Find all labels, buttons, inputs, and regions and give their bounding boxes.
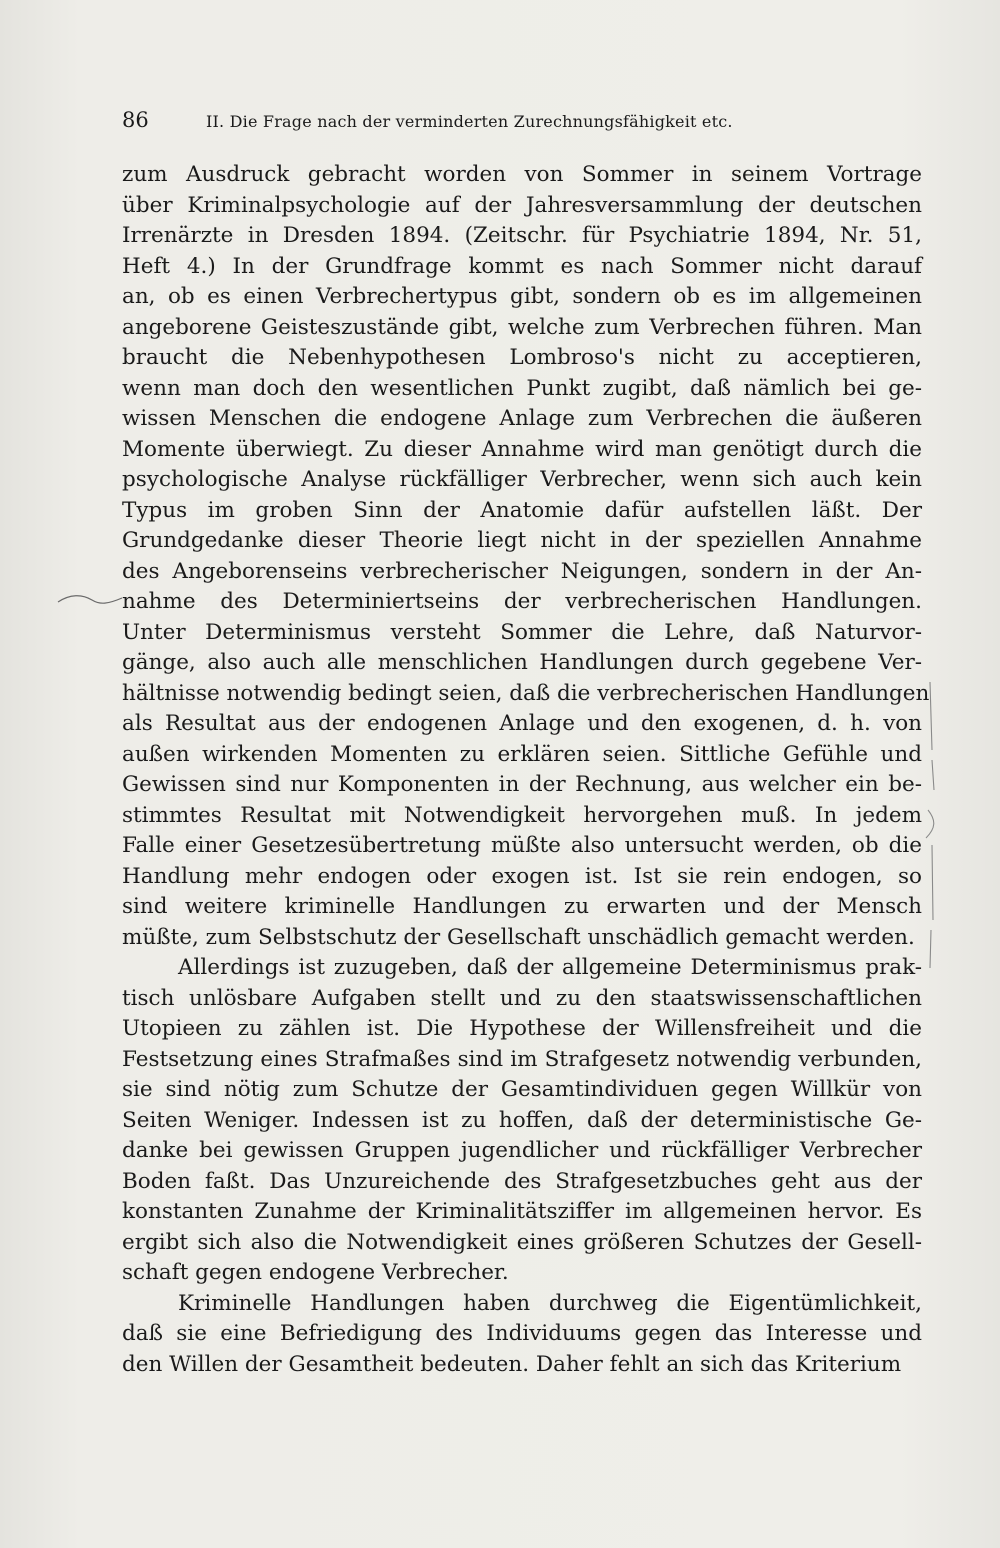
text-line: danke bei gewissen Gruppen jugendlicher und rückfälliger Verbrecher — [122, 1138, 922, 1163]
text-line: Festsetzung eines Strafmaßes sind im Strafgesetz notwendig verbunden, — [122, 1046, 922, 1072]
text-line: braucht die Nebenhypothesen Lombroso's nicht zu acceptieren, — [122, 345, 922, 370]
text-line: schaft gegen endogene Verbrecher. — [122, 1260, 509, 1285]
margin-pencil-mark-right — [922, 680, 942, 970]
text-line: sie sind nötig zum Schutze der Gesamtindividuen gegen Willkür von — [122, 1077, 922, 1102]
text-line: müßte, zum Selbstschutz der Gesellschaft unschädlich gemacht werden. — [122, 924, 915, 950]
text-line: Heft 4.) In der Grundfrage kommt es nach Sommer nicht darauf — [122, 253, 922, 279]
text-line: Typus im groben Sinn der Anatomie dafür aufstellen läßt. Der — [122, 497, 922, 523]
text-line: daß sie eine Befriedigung des Individuums gegen das Interesse und — [122, 1321, 922, 1346]
text-line: psychologische Analyse rückfälliger Verbrecher, wenn sich auch kein — [122, 467, 922, 492]
text-line: Allerdings ist zuzugeben, daß der allgemeine Determinismus prak- — [178, 955, 922, 980]
paragraph — [122, 953, 922, 1289]
text-line: den Willen der Gesamtheit bedeuten. Daher fehlt an sich das Kriterium — [122, 1351, 902, 1377]
text-line: Falle einer Gesetzesübertretung müßte also untersucht werden, ob die — [122, 833, 922, 858]
text-line: Momente überwiegt. Zu dieser Annahme wird man genötigt durch die — [122, 436, 922, 462]
text-line: tisch unlösbare Aufgaben stellt und zu den staatswissenschaftlichen — [122, 985, 922, 1011]
paragraph — [122, 160, 930, 953]
text-line: des Angeborenseins verbrecherischer Neigungen, sondern in der An- — [122, 558, 922, 584]
text-line: ergibt sich also die Notwendigkeit eines größeren Schutzes der Gesell- — [122, 1229, 922, 1255]
text-line: Boden faßt. Das Unzureichende des Strafgesetzbuches geht aus der — [122, 1168, 922, 1194]
body-text — [122, 160, 930, 1380]
text-line: als Resultat aus der endogenen Anlage und den exogenen, d. h. von — [122, 711, 922, 736]
text-line: Unter Determinismus versteht Sommer die Lehre, daß Naturvor- — [122, 619, 922, 645]
paragraph — [122, 1289, 922, 1381]
text-line: außen wirkenden Momenten zu erklären seien. Sittliche Gefühle und — [122, 741, 922, 767]
text-line: Handlung mehr endogen oder exogen ist. Ist sie rein endogen, so — [122, 863, 922, 889]
text-line: Grundgedanke dieser Theorie liegt nicht in der speziellen Annahme — [122, 528, 922, 553]
text-line: gänge, also auch alle menschlichen Handlungen durch gegebene Ver- — [122, 650, 922, 675]
running-head: II. Die Frage nach der verminderten Zurechnungsfähigkeit etc. — [206, 112, 733, 131]
text-line: wenn man doch den wesentlichen Punkt zugibt, daß nämlich bei ge- — [122, 375, 922, 401]
page-header — [122, 108, 922, 142]
text-line: Kriminelle Handlungen haben durchweg die Eigentümlichkeit, — [178, 1290, 922, 1316]
text-line: Gewissen sind nur Komponenten in der Rechnung, aus welcher ein be- — [122, 772, 922, 797]
margin-pencil-mark-left — [56, 588, 126, 612]
text-line: an, ob es einen Verbrechertypus gibt, sondern ob es im allgemeinen — [122, 284, 922, 309]
text-line: wissen Menschen die endogene Anlage zum Verbrechen die äußeren — [122, 406, 922, 431]
text-line: Seiten Weniger. Indessen ist zu hoffen, daß der deterministische Ge- — [122, 1107, 922, 1133]
text-line: konstanten Zunahme der Kriminalitätsziffer im allgemeinen hervor. Es — [122, 1199, 922, 1224]
text-line: sind weitere kriminelle Handlungen zu erwarten und der Mensch — [122, 894, 922, 919]
text-line: hältnisse notwendig bedingt seien, daß die verbrecherischen Handlungen — [122, 680, 930, 706]
text-line: zum Ausdruck gebracht worden von Sommer in seinem Vortrage — [122, 162, 922, 187]
text-line: Irrenärzte in Dresden 1894. (Zeitschr. für Psychiatrie 1894, Nr. 51, — [122, 223, 922, 248]
text-line: über Kriminalpsychologie auf der Jahresversammlung der deutschen — [122, 192, 922, 218]
text-line: stimmtes Resultat mit Notwendigkeit hervorgehen muß. In jedem — [122, 802, 922, 828]
text-line: nahme des Determiniertseins der verbrecherischen Handlungen. — [122, 589, 922, 614]
text-line: Utopieen zu zählen ist. Die Hypothese der Willensfreiheit und die — [122, 1016, 922, 1041]
text-line: angeborene Geisteszustände gibt, welche zum Verbrechen führen. Man — [122, 314, 922, 340]
page-number: 86 — [122, 108, 149, 132]
